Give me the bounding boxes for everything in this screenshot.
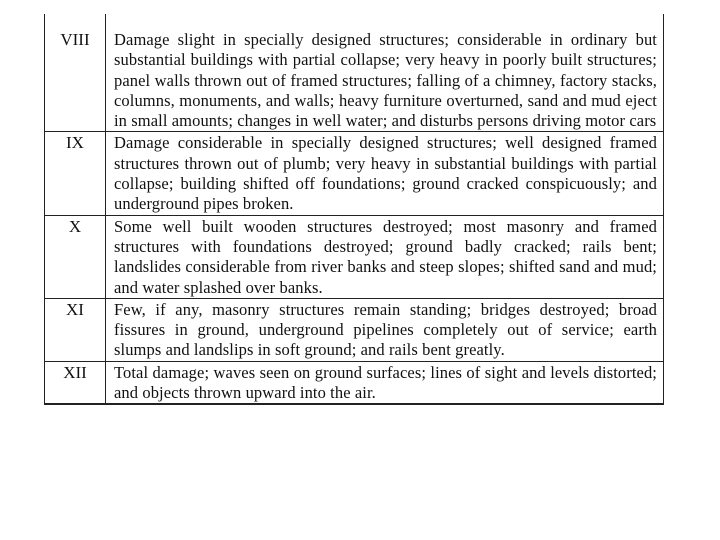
intensity-level: X (45, 215, 106, 298)
intensity-description: Damage considerable in specially designed structures; well designed framed structures thrown out of plumb; very heavy in substantial buildings with partial collapse; building shifted off foundations; ground cracked conspicuously; and underground pipes broken. (106, 132, 664, 215)
intensity-description: Total damage; waves seen on ground surfaces; lines of sight and levels distorted; and objects thrown upward into the air. (106, 361, 664, 404)
intensity-level: XII (45, 361, 106, 404)
intensity-description: Damage slight in specially designed structures; considerable in ordinary but substantial buildings with partial collapse; very heavy in poorly built structures; panel walls thrown out of framed structures; falling of a chimney, factory stacks, columns, monuments, and walls; heavy furniture overturned, sand and mud eject in small amounts; changes in well water; and disturbs persons driving motor cars (106, 29, 664, 132)
table-row (45, 361, 664, 404)
table-top-spacer (45, 14, 664, 29)
intensity-level: XI (45, 298, 106, 361)
table-row (45, 29, 664, 132)
intensity-description: Few, if any, masonry structures remain standing; bridges destroyed; broad fissures in ground, underground pipelines completely out of service; earth slumps and landslips in soft ground; and rails bent greatly. (106, 298, 664, 361)
table-row (45, 215, 664, 298)
intensity-level: IX (45, 132, 106, 215)
intensity-description: Some well built wooden structures destroyed; most masonry and framed structures with foundations destroyed; ground badly cracked; rails bent; landslides considerable from river banks and steep slopes; shifted sand and mud; and water splashed over banks. (106, 215, 664, 298)
table-row (45, 298, 664, 361)
intensity-table (44, 14, 664, 405)
table-row (45, 132, 664, 215)
intensity-level: VIII (45, 29, 106, 132)
